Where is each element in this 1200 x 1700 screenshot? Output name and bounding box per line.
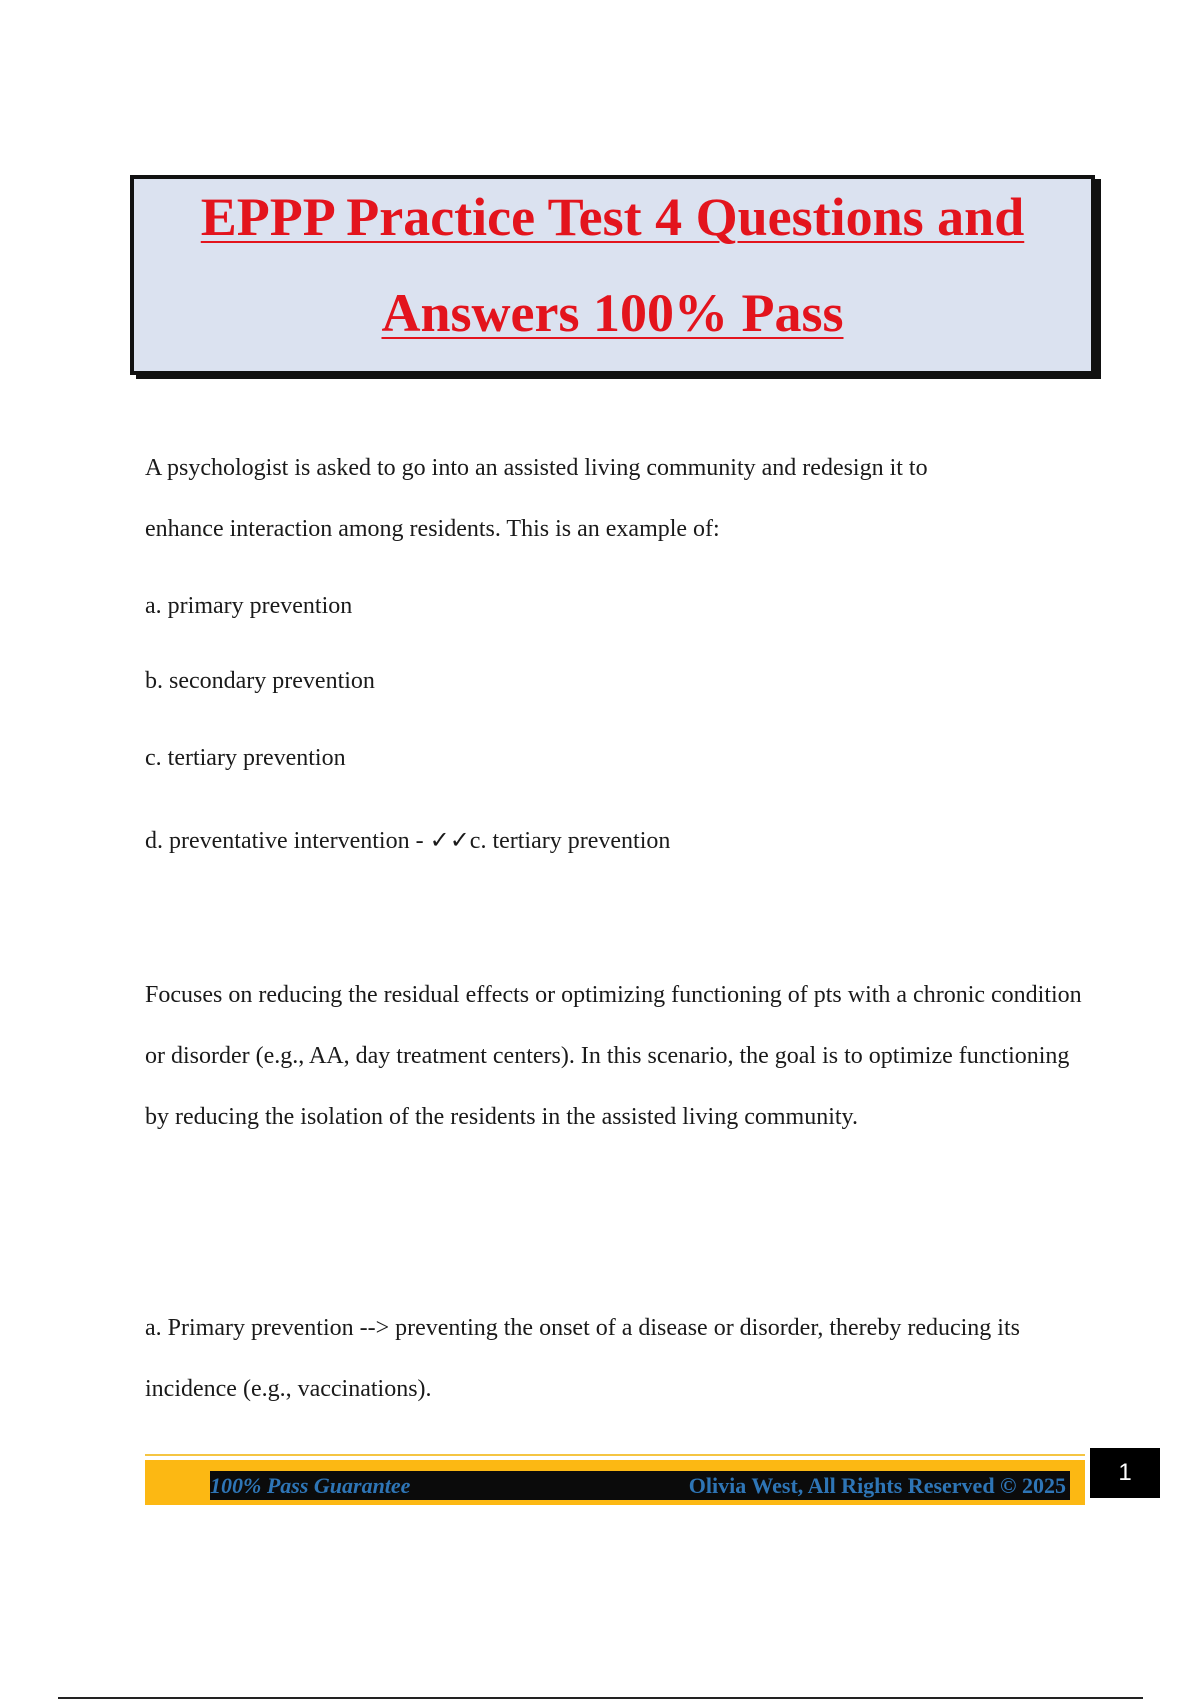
explanation-paragraph-1: Focuses on reducing the residual effects or optimizing functioning of pts with a chronic condition or disorder (e.g., AA, day treatment centers). In this scenario, the goal is to optimize functioning by reducing the isolation of the residents in the assisted living community. [145, 982, 1082, 1130]
page-bottom-rule [58, 1697, 1143, 1699]
option-c: c. tertiary prevention [145, 745, 346, 771]
correct-answer: c. tertiary prevention [469, 828, 671, 854]
footer-guarantee: 100% Pass Guarantee [210, 1473, 411, 1498]
explanation-paragraph-2: a. Primary prevention --> preventing the onset of a disease or disorder, thereby reducing its incidence (e.g., vaccinations). [145, 1315, 1020, 1402]
option-b: b. secondary prevention [145, 668, 375, 694]
double-check-icon: ✓✓ [429, 826, 470, 854]
footer-rule [145, 1454, 1085, 1456]
page-number: 1 [1090, 1448, 1160, 1498]
footer-copyright: Olivia West, All Rights Reserved © 2025 [688, 1473, 1066, 1498]
title-line-2: Answers 100% Pass [381, 283, 844, 343]
option-d: d. preventative intervention - [145, 828, 430, 854]
question-stem-line-2: enhance interaction among residents. This is an example of: [145, 516, 720, 542]
question-stem-line-1: A psychologist is asked to go into an assisted living community and redesign it to [145, 455, 928, 481]
title-line-1: EPPP Practice Test 4 Questions and [200, 187, 1025, 247]
title-box [130, 175, 1095, 375]
option-d-line [145, 826, 670, 855]
footer-inner-band [210, 1471, 1070, 1500]
footer-bar [145, 1460, 1085, 1505]
option-a: a. primary prevention [145, 593, 353, 619]
